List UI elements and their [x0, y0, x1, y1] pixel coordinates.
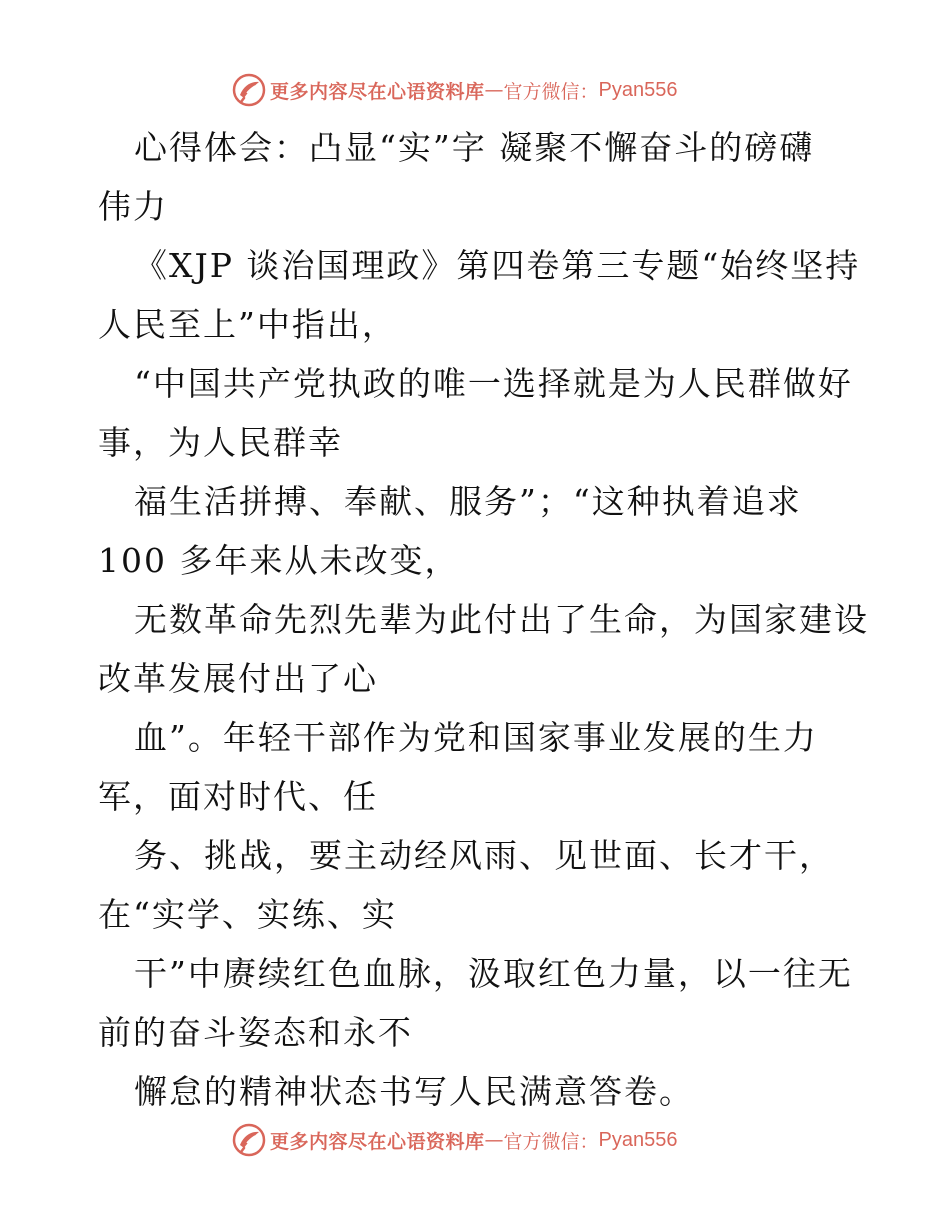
- watermark-wechat-label: 官方微信：: [503, 1130, 599, 1153]
- watermark-site-text: 更多内容尽在心语资料库: [270, 80, 485, 103]
- footer-watermark: [232, 1122, 678, 1158]
- watermark-wechat-label: 官方微信：: [503, 80, 599, 103]
- paragraph-line: 懈怠的精神状态书写人民满意答卷。: [134, 1072, 694, 1111]
- paragraph-line: 军，面对时代、任: [98, 777, 378, 816]
- title-line-2: 伟力: [98, 187, 168, 226]
- pen-heart-logo-icon: [232, 1123, 266, 1157]
- watermark-dash: —: [484, 1129, 504, 1151]
- paragraph-line: 人民至上”中指出，: [98, 305, 397, 344]
- watermark-dash: —: [484, 79, 504, 101]
- watermark-site-text: 更多内容尽在心语资料库: [270, 1130, 485, 1153]
- paragraph-line: “中国共产党执政的唯一选择就是为人民群做好: [134, 364, 853, 403]
- paragraph-line: 100 多年来从未改变，: [98, 541, 460, 580]
- title-line-1: 心得体会：凸显“实”字 凝聚不懈奋斗的磅礴: [134, 128, 815, 167]
- paragraph-line: 血”。年轻干部作为党和国家事业发展的生力: [134, 718, 818, 757]
- paragraph-line: 无数革命先烈先辈为此付出了生命，为国家建设: [134, 600, 869, 639]
- paragraph-line: 《XJP 谈治国理政》第四卷第三专题“始终坚持: [134, 246, 861, 285]
- watermark-account-id: Pyan556: [598, 1128, 678, 1151]
- paragraph-line: 干”中赓续红色血脉，汲取红色力量，以一往无: [134, 954, 853, 993]
- paragraph-line: 改革发展付出了心: [98, 659, 378, 698]
- paragraph-line: 前的奋斗姿态和永不: [98, 1013, 413, 1052]
- paragraph-line: 务、挑战，要主动经风雨、见世面、长才干，: [134, 836, 834, 875]
- watermark-account-id: Pyan556: [598, 78, 678, 101]
- paragraph-line: 在“实学、实练、实: [98, 895, 397, 934]
- paragraph-line: 事，为人民群幸: [98, 423, 343, 462]
- paragraph-line: 福生活拼搏、奉献、服务”；“这种执着追求: [134, 482, 802, 521]
